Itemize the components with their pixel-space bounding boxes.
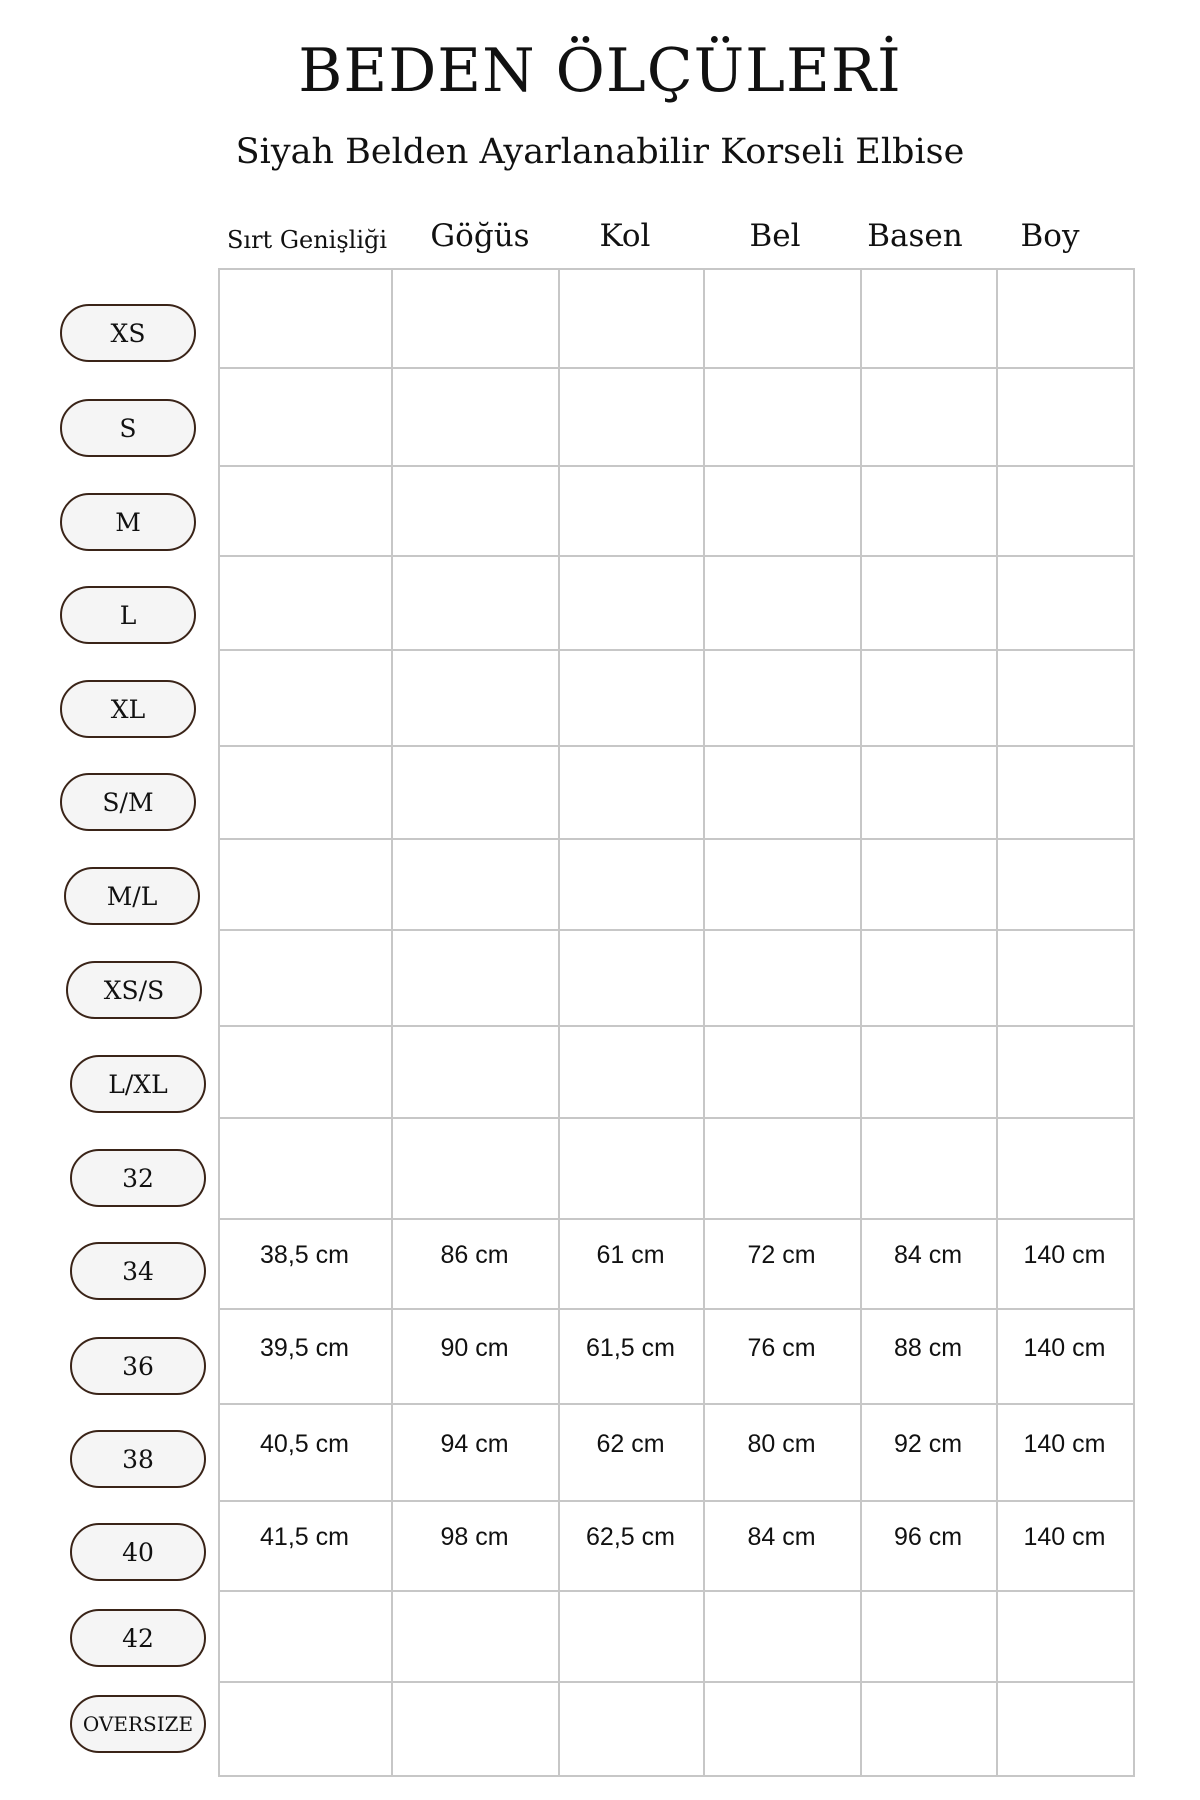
measurement-cell: 94 cm xyxy=(440,1429,509,1458)
measurement-cell: 90 cm xyxy=(440,1333,509,1362)
measurement-cell: 62 cm xyxy=(596,1429,665,1458)
measurement-cell: 76 cm xyxy=(747,1333,816,1362)
size-label-m: M xyxy=(60,493,196,551)
size-label-40: 40 xyxy=(70,1523,206,1581)
measurement-cell: 39,5 cm xyxy=(260,1333,349,1362)
grid-row-line xyxy=(218,745,1135,747)
size-label-oversize: OVERSIZE xyxy=(70,1695,206,1753)
size-label-42: 42 xyxy=(70,1609,206,1667)
grid-row-line xyxy=(218,1403,1135,1405)
grid-row-line xyxy=(218,268,1135,270)
size-label-m-l: M/L xyxy=(64,867,200,925)
product-subtitle: Siyah Belden Ayarlanabilir Korseli Elbise xyxy=(235,132,965,172)
size-label-xl: XL xyxy=(60,680,196,738)
measurement-cell: 62,5 cm xyxy=(586,1523,675,1551)
size-label-38: 38 xyxy=(70,1430,206,1488)
grid-row-line xyxy=(218,838,1135,840)
measurement-cell: 140 cm xyxy=(1023,1333,1106,1362)
column-header-sirt-genisligi: Sırt Genişliği xyxy=(226,226,388,254)
column-header-kol: Kol xyxy=(599,218,651,254)
column-header-bel: Bel xyxy=(749,218,801,254)
grid-row-line xyxy=(218,1117,1135,1119)
grid-row-line xyxy=(218,1590,1135,1592)
grid-row-line xyxy=(218,1308,1135,1310)
grid-row-line xyxy=(218,1218,1135,1220)
grid-column-line xyxy=(1133,268,1135,1775)
measurement-cell: 38,5 cm xyxy=(260,1241,349,1269)
page-title: BEDEN ÖLÇÜLERİ xyxy=(298,36,902,106)
size-label-36: 36 xyxy=(70,1337,206,1395)
grid-row-line xyxy=(218,555,1135,557)
column-header-boy: Boy xyxy=(1020,218,1080,254)
grid-row-line xyxy=(218,1775,1135,1777)
measurement-cell: 86 cm xyxy=(440,1241,509,1269)
column-header-basen: Basen xyxy=(867,218,963,254)
measurement-cell: 41,5 cm xyxy=(260,1523,349,1551)
measurement-cell: 61,5 cm xyxy=(586,1333,675,1362)
grid-row-line xyxy=(218,1500,1135,1502)
measurement-cell: 140 cm xyxy=(1023,1429,1106,1458)
size-label-l: L xyxy=(60,586,196,644)
measurement-cell: 140 cm xyxy=(1023,1523,1106,1551)
size-label-s-m: S/M xyxy=(60,773,196,831)
size-label-34: 34 xyxy=(70,1242,206,1300)
measurement-cell: 84 cm xyxy=(893,1241,963,1269)
measurement-cell: 84 cm xyxy=(747,1523,816,1551)
grid-row-line xyxy=(218,929,1135,931)
grid-row-line xyxy=(218,1681,1135,1683)
measurement-cell: 98 cm xyxy=(440,1523,509,1551)
measurement-cell: 80 cm xyxy=(747,1429,816,1458)
measurement-cell: 88 cm xyxy=(893,1333,963,1362)
size-label-xs-s: XS/S xyxy=(66,961,202,1019)
measurement-cell: 40,5 cm xyxy=(260,1429,349,1458)
grid-row-line xyxy=(218,367,1135,369)
grid-row-line xyxy=(218,465,1135,467)
size-label-s: S xyxy=(60,399,196,457)
measurement-cell: 61 cm xyxy=(596,1241,665,1269)
size-label-xs: XS xyxy=(60,304,196,362)
grid-row-line xyxy=(218,649,1135,651)
measurement-cell: 140 cm xyxy=(1023,1241,1106,1269)
size-label-l-xl: L/XL xyxy=(70,1055,206,1113)
grid-row-line xyxy=(218,1025,1135,1027)
measurement-cell: 92 cm xyxy=(893,1429,963,1458)
column-header-gogus: Göğüs xyxy=(430,218,530,254)
measurement-cell: 96 cm xyxy=(893,1523,963,1551)
size-label-32: 32 xyxy=(70,1149,206,1207)
measurement-cell: 72 cm xyxy=(747,1241,816,1269)
